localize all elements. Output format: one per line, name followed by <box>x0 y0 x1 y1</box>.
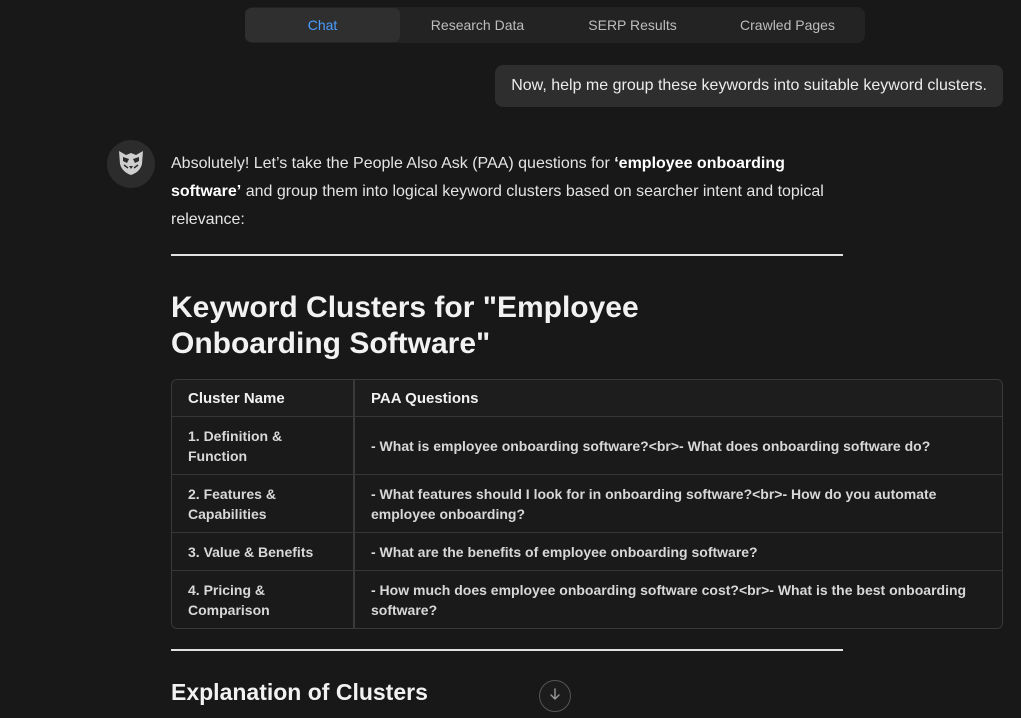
owl-logo-icon <box>115 146 147 183</box>
column-header-cluster-name: Cluster Name <box>172 380 355 417</box>
table-row <box>172 475 1002 533</box>
divider <box>171 254 843 256</box>
intro-text-start: Absolutely! Let’s take the People Also Ask (PAA) questions for <box>171 155 615 172</box>
table-row <box>172 417 1002 475</box>
table-row <box>172 533 1002 571</box>
intro-text-end: and group them into logical keyword clusters based on searcher intent and topical relevance: <box>171 183 824 228</box>
paa-questions-cell: - What is employee onboarding software?<br>- What does onboarding software do? <box>355 417 1002 475</box>
clusters-heading: Keyword Clusters for "Employee Onboarding Software" <box>171 291 639 360</box>
user-message: Now, help me group these keywords into suitable keyword clusters. <box>495 65 1003 107</box>
clusters-table <box>171 379 1003 629</box>
column-header-paa-questions: PAA Questions <box>355 380 1002 417</box>
tab-serp-results[interactable]: SERP Results <box>588 17 677 33</box>
cluster-name-cell: 2. Features & Capabilities <box>172 475 355 533</box>
explanation-heading: Explanation of Clusters <box>171 679 428 705</box>
view-tabs <box>245 7 865 43</box>
arrow-down-icon <box>548 687 562 706</box>
scroll-to-bottom-button[interactable] <box>539 680 571 712</box>
tab-crawled-pages[interactable]: Crawled Pages <box>740 17 835 33</box>
paa-questions-cell: - How much does employee onboarding software cost?<br>- What is the best onboarding software? <box>355 571 1002 628</box>
assistant-message <box>171 150 1003 706</box>
tab-chat[interactable]: Chat <box>245 8 400 42</box>
paa-questions-cell: - What features should I look for in onboarding software?<br>- How do you automate employee onboarding? <box>355 475 1002 533</box>
table-header-row <box>172 380 1002 417</box>
intro-keyword: ‘employee onboarding software’ <box>171 155 785 200</box>
divider <box>171 649 843 651</box>
assistant-avatar <box>107 140 155 188</box>
cluster-name-cell: 3. Value & Benefits <box>172 533 355 571</box>
paa-questions-cell: - What are the benefits of employee onboarding software? <box>355 533 1002 571</box>
tab-research-data[interactable]: Research Data <box>430 17 525 33</box>
cluster-name-cell: 1. Definition & Function <box>172 417 355 475</box>
assistant-intro <box>171 150 843 234</box>
cluster-name-cell: 4. Pricing & Comparison <box>172 571 355 628</box>
table-row <box>172 571 1002 628</box>
